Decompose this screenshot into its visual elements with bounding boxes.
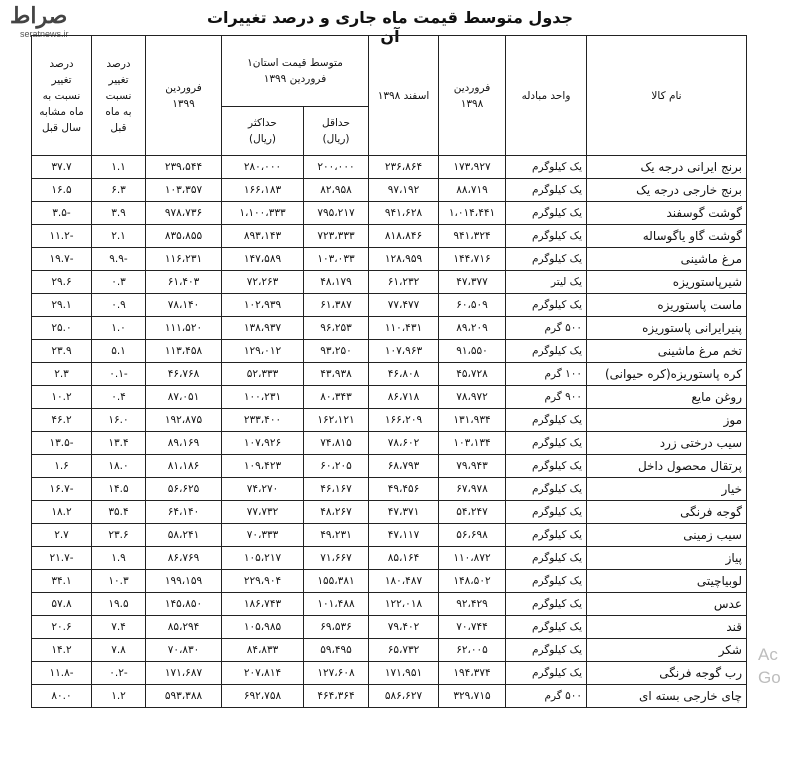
cell-change-month: ۱.۲ bbox=[92, 685, 146, 708]
cell-change-year: ۲.۷ bbox=[32, 524, 92, 547]
cell-farvardin-1398: ۴۵،۷۲۸ bbox=[439, 363, 506, 386]
table-row bbox=[32, 340, 747, 363]
cell-farvardin-1399: ۸۶،۷۶۹ bbox=[146, 547, 222, 570]
cell-unit: یک کیلوگرم bbox=[506, 432, 587, 455]
cell-esfand-1398: ۹۴۱،۶۲۸ bbox=[369, 202, 439, 225]
cell-farvardin-1399: ۱۱۱،۵۲۰ bbox=[146, 317, 222, 340]
table-row bbox=[32, 202, 747, 225]
cell-change-year: -۱۳.۵ bbox=[32, 432, 92, 455]
cell-max-price: ۱۴۷،۵۸۹ bbox=[222, 248, 304, 271]
table-row bbox=[32, 363, 747, 386]
cell-item-name: چای خارجی بسته ای bbox=[587, 685, 747, 708]
cell-item-name: برنج ایرانی درجه یک bbox=[587, 156, 747, 179]
cell-item-name: مرغ ماشینی bbox=[587, 248, 747, 271]
cell-farvardin-1399: ۵۸،۲۴۱ bbox=[146, 524, 222, 547]
cell-item-name: پرتقال محصول داخل bbox=[587, 455, 747, 478]
cell-farvardin-1399: ۲۳۹،۵۴۴ bbox=[146, 156, 222, 179]
cell-unit: یک کیلوگرم bbox=[506, 593, 587, 616]
cell-farvardin-1399: ۴۶،۷۶۸ bbox=[146, 363, 222, 386]
cell-max-price: ۱۰۰،۲۳۱ bbox=[222, 386, 304, 409]
cell-esfand-1398: ۷۸،۶۰۲ bbox=[369, 432, 439, 455]
cell-change-year: ۱۴.۲ bbox=[32, 639, 92, 662]
cell-change-month: ۱.۰ bbox=[92, 317, 146, 340]
table-row bbox=[32, 570, 747, 593]
cell-item-name: گوشت گاو یاگوساله bbox=[587, 225, 747, 248]
cell-change-year: ۲۰.۶ bbox=[32, 616, 92, 639]
header-farvardin-1398: فروردین ۱۳۹۸ bbox=[439, 36, 506, 156]
header-farvardin-1399: فروردین ۱۳۹۹ bbox=[146, 36, 222, 156]
cell-max-price: ۱۸۶،۷۴۳ bbox=[222, 593, 304, 616]
cell-farvardin-1398: ۷۰،۷۴۴ bbox=[439, 616, 506, 639]
header-item-name: نام کالا bbox=[587, 36, 747, 156]
cell-unit: یک کیلوگرم bbox=[506, 202, 587, 225]
cell-min-price: ۷۲۳،۳۳۳ bbox=[304, 225, 369, 248]
cell-max-price: ۱۰۷،۹۲۶ bbox=[222, 432, 304, 455]
cell-farvardin-1398: ۱۴۸،۵۰۲ bbox=[439, 570, 506, 593]
cell-unit: یک کیلوگرم bbox=[506, 179, 587, 202]
cell-change-year: ۱۸.۲ bbox=[32, 501, 92, 524]
cell-farvardin-1399: ۸۷،۰۵۱ bbox=[146, 386, 222, 409]
cell-min-price: ۹۶،۲۵۳ bbox=[304, 317, 369, 340]
table-row bbox=[32, 271, 747, 294]
cell-farvardin-1398: ۵۶،۶۹۸ bbox=[439, 524, 506, 547]
cell-farvardin-1398: ۳۲۹،۷۱۵ bbox=[439, 685, 506, 708]
cell-max-price: ۱۶۶،۱۸۳ bbox=[222, 179, 304, 202]
cell-change-month: ۶.۳ bbox=[92, 179, 146, 202]
cell-item-name: تخم مرغ ماشینی bbox=[587, 340, 747, 363]
cell-change-year: ۳۴.۱ bbox=[32, 570, 92, 593]
cell-esfand-1398: ۱۷۱،۹۵۱ bbox=[369, 662, 439, 685]
cell-farvardin-1398: ۴۷،۳۷۷ bbox=[439, 271, 506, 294]
cell-min-price: ۴۶،۱۶۷ bbox=[304, 478, 369, 501]
cell-min-price: ۲۰۰،۰۰۰ bbox=[304, 156, 369, 179]
cell-max-price: ۷۴،۲۷۰ bbox=[222, 478, 304, 501]
table-row bbox=[32, 616, 747, 639]
cell-min-price: ۶۹،۵۳۶ bbox=[304, 616, 369, 639]
cell-esfand-1398: ۵۸۶،۶۲۷ bbox=[369, 685, 439, 708]
cell-item-name: سیب درختی زرد bbox=[587, 432, 747, 455]
cell-max-price: ۶۹۲،۷۵۸ bbox=[222, 685, 304, 708]
table-row bbox=[32, 294, 747, 317]
cell-change-year: ۲۹.۶ bbox=[32, 271, 92, 294]
cell-unit: ۹۰۰ گرم bbox=[506, 386, 587, 409]
cell-farvardin-1399: ۹۷۸،۷۳۶ bbox=[146, 202, 222, 225]
table-row bbox=[32, 317, 747, 340]
cell-item-name: لوبیاچیتی bbox=[587, 570, 747, 593]
cell-unit: یک کیلوگرم bbox=[506, 248, 587, 271]
table-row bbox=[32, 685, 747, 708]
table-row bbox=[32, 478, 747, 501]
cell-min-price: ۱۰۱،۴۸۸ bbox=[304, 593, 369, 616]
cell-change-month: -۹.۹ bbox=[92, 248, 146, 271]
cell-item-name: رب گوجه فرنگی bbox=[587, 662, 747, 685]
cell-max-price: ۲۰۷،۸۱۴ bbox=[222, 662, 304, 685]
cell-farvardin-1398: ۱۷۳،۹۲۷ bbox=[439, 156, 506, 179]
cell-unit: ۱۰۰ گرم bbox=[506, 363, 587, 386]
cell-unit: یک کیلوگرم bbox=[506, 662, 587, 685]
cell-min-price: ۱۵۵،۳۸۱ bbox=[304, 570, 369, 593]
cell-farvardin-1398: ۶۷،۹۷۸ bbox=[439, 478, 506, 501]
header-min-price: حداقل (ریال) bbox=[304, 107, 369, 156]
cell-unit: یک کیلوگرم bbox=[506, 501, 587, 524]
cell-esfand-1398: ۸۶،۷۱۸ bbox=[369, 386, 439, 409]
cell-max-price: ۸۹۳،۱۴۳ bbox=[222, 225, 304, 248]
cell-item-name: کره پاستوریزه(کره حیوانی) bbox=[587, 363, 747, 386]
table-row bbox=[32, 662, 747, 685]
cell-change-month: ۱.۱ bbox=[92, 156, 146, 179]
cell-change-year: ۲۵.۰ bbox=[32, 317, 92, 340]
cell-farvardin-1398: ۸۸،۷۱۹ bbox=[439, 179, 506, 202]
cell-change-month: ۰.۹ bbox=[92, 294, 146, 317]
cell-esfand-1398: ۴۷،۳۷۱ bbox=[369, 501, 439, 524]
cell-item-name: قند bbox=[587, 616, 747, 639]
cell-min-price: ۷۱،۶۶۷ bbox=[304, 547, 369, 570]
activation-watermark: Ac Go bbox=[758, 645, 781, 687]
cell-change-month: ۱۰.۳ bbox=[92, 570, 146, 593]
cell-change-year: ۲۳.۹ bbox=[32, 340, 92, 363]
cell-esfand-1398: ۲۳۶،۸۶۴ bbox=[369, 156, 439, 179]
cell-esfand-1398: ۴۷،۱۱۷ bbox=[369, 524, 439, 547]
table-row bbox=[32, 225, 747, 248]
cell-min-price: ۶۱،۳۸۷ bbox=[304, 294, 369, 317]
cell-farvardin-1398: ۹۲،۴۲۹ bbox=[439, 593, 506, 616]
cell-farvardin-1398: ۶۲،۰۰۵ bbox=[439, 639, 506, 662]
cell-max-price: ۲۳۳،۴۰۰ bbox=[222, 409, 304, 432]
cell-max-price: ۷۲،۲۶۳ bbox=[222, 271, 304, 294]
cell-change-year: -۲۱.۷ bbox=[32, 547, 92, 570]
cell-change-month: ۲۳.۶ bbox=[92, 524, 146, 547]
cell-change-month: ۷.۸ bbox=[92, 639, 146, 662]
table-row bbox=[32, 455, 747, 478]
cell-max-price: ۱۰۲،۹۳۹ bbox=[222, 294, 304, 317]
cell-farvardin-1399: ۵۶،۶۲۵ bbox=[146, 478, 222, 501]
cell-change-month: ۲.۱ bbox=[92, 225, 146, 248]
cell-change-year: ۲.۳ bbox=[32, 363, 92, 386]
cell-min-price: ۵۹،۴۹۵ bbox=[304, 639, 369, 662]
cell-change-month: ۱۶.۰ bbox=[92, 409, 146, 432]
cell-item-name: پنیرایرانی پاستوریزه bbox=[587, 317, 747, 340]
cell-change-month: ۱.۹ bbox=[92, 547, 146, 570]
cell-unit: یک کیلوگرم bbox=[506, 570, 587, 593]
cell-min-price: ۱۲۷،۶۰۸ bbox=[304, 662, 369, 685]
cell-change-month: ۰.۴ bbox=[92, 386, 146, 409]
cell-esfand-1398: ۸۱۸،۸۴۶ bbox=[369, 225, 439, 248]
cell-farvardin-1398: ۶۰،۵۰۹ bbox=[439, 294, 506, 317]
cell-esfand-1398: ۷۷،۴۷۷ bbox=[369, 294, 439, 317]
cell-farvardin-1398: ۱۴۴،۷۱۶ bbox=[439, 248, 506, 271]
cell-farvardin-1399: ۵۹۳،۳۸۸ bbox=[146, 685, 222, 708]
table-body bbox=[32, 156, 747, 708]
cell-unit: یک کیلوگرم bbox=[506, 156, 587, 179]
cell-unit: یک کیلوگرم bbox=[506, 294, 587, 317]
cell-change-year: ۱۰.۲ bbox=[32, 386, 92, 409]
cell-max-price: ۱۳۸،۹۳۷ bbox=[222, 317, 304, 340]
table-row bbox=[32, 409, 747, 432]
cell-min-price: ۷۴،۸۱۵ bbox=[304, 432, 369, 455]
cell-farvardin-1399: ۸۵،۲۹۴ bbox=[146, 616, 222, 639]
table-row bbox=[32, 639, 747, 662]
cell-farvardin-1399: ۶۴،۱۴۰ bbox=[146, 501, 222, 524]
cell-change-year: ۲۹.۱ bbox=[32, 294, 92, 317]
cell-esfand-1398: ۴۹،۴۵۶ bbox=[369, 478, 439, 501]
cell-min-price: ۴۳،۹۳۸ bbox=[304, 363, 369, 386]
cell-esfand-1398: ۴۶،۸۰۸ bbox=[369, 363, 439, 386]
cell-change-month: ۰.۳ bbox=[92, 271, 146, 294]
cell-change-month: ۱۹.۵ bbox=[92, 593, 146, 616]
cell-farvardin-1398: ۱۱۰،۸۷۲ bbox=[439, 547, 506, 570]
cell-min-price: ۴۶۴،۳۶۴ bbox=[304, 685, 369, 708]
cell-unit: ۵۰۰ گرم bbox=[506, 317, 587, 340]
cell-change-month: ۱۴.۵ bbox=[92, 478, 146, 501]
cell-unit: یک کیلوگرم bbox=[506, 409, 587, 432]
cell-unit: یک کیلوگرم bbox=[506, 639, 587, 662]
cell-min-price: ۸۲،۹۵۸ bbox=[304, 179, 369, 202]
cell-max-price: ۷۰،۳۳۳ bbox=[222, 524, 304, 547]
cell-max-price: ۱،۱۰۰،۳۳۳ bbox=[222, 202, 304, 225]
cell-item-name: ماست پاستوریزه bbox=[587, 294, 747, 317]
cell-item-name: گوشت گوسفند bbox=[587, 202, 747, 225]
cell-change-year: ۸۰.۰ bbox=[32, 685, 92, 708]
logo-mark: صراط bbox=[10, 3, 68, 29]
cell-item-name: موز bbox=[587, 409, 747, 432]
cell-unit: یک کیلوگرم bbox=[506, 524, 587, 547]
cell-max-price: ۱۰۵،۲۱۷ bbox=[222, 547, 304, 570]
cell-farvardin-1399: ۸۳۵،۸۵۵ bbox=[146, 225, 222, 248]
table-row bbox=[32, 547, 747, 570]
cell-farvardin-1398: ۱۳۱،۹۳۴ bbox=[439, 409, 506, 432]
price-table bbox=[31, 35, 747, 708]
cell-farvardin-1398: ۹۱،۵۵۰ bbox=[439, 340, 506, 363]
table-title: جدول متوسط قیمت ماه جاری و درصد تغییرات آن bbox=[206, 8, 574, 46]
table-row bbox=[32, 501, 747, 524]
header-province-average: متوسط قیمت استان۱ فروردین ۱۳۹۹ bbox=[222, 36, 369, 107]
cell-unit: یک کیلوگرم bbox=[506, 340, 587, 363]
cell-max-price: ۱۲۹،۰۱۲ bbox=[222, 340, 304, 363]
cell-max-price: ۱۰۵،۹۸۵ bbox=[222, 616, 304, 639]
cell-min-price: ۶۰،۲۰۵ bbox=[304, 455, 369, 478]
cell-change-year: ۴۶.۲ bbox=[32, 409, 92, 432]
cell-esfand-1398: ۶۱،۲۳۲ bbox=[369, 271, 439, 294]
cell-item-name: سیب زمینی bbox=[587, 524, 747, 547]
cell-max-price: ۵۲،۳۳۳ bbox=[222, 363, 304, 386]
cell-change-year: -۱۱.۲ bbox=[32, 225, 92, 248]
cell-esfand-1398: ۱۱۰،۴۳۱ bbox=[369, 317, 439, 340]
cell-unit: یک کیلوگرم bbox=[506, 478, 587, 501]
cell-min-price: ۸۰،۳۴۳ bbox=[304, 386, 369, 409]
cell-unit: یک لیتر bbox=[506, 271, 587, 294]
cell-change-month: ۱۸.۰ bbox=[92, 455, 146, 478]
cell-item-name: برنج خارجی درجه یک bbox=[587, 179, 747, 202]
price-table-container bbox=[31, 35, 747, 708]
cell-esfand-1398: ۱۰۷،۹۶۳ bbox=[369, 340, 439, 363]
cell-farvardin-1398: ۷۹،۹۴۳ bbox=[439, 455, 506, 478]
cell-farvardin-1398: ۵۴،۲۴۷ bbox=[439, 501, 506, 524]
cell-farvardin-1399: ۸۱،۱۸۶ bbox=[146, 455, 222, 478]
cell-min-price: ۷۹۵،۲۱۷ bbox=[304, 202, 369, 225]
cell-farvardin-1399: ۸۹،۱۶۹ bbox=[146, 432, 222, 455]
cell-unit: یک کیلوگرم bbox=[506, 455, 587, 478]
cell-max-price: ۱۰۹،۴۲۳ bbox=[222, 455, 304, 478]
cell-item-name: شیرپاستوریزه bbox=[587, 271, 747, 294]
cell-esfand-1398: ۸۵،۱۶۴ bbox=[369, 547, 439, 570]
table-row bbox=[32, 432, 747, 455]
cell-esfand-1398: ۹۷،۱۹۲ bbox=[369, 179, 439, 202]
cell-esfand-1398: ۱۶۶،۲۰۹ bbox=[369, 409, 439, 432]
cell-esfand-1398: ۱۲۸،۹۵۹ bbox=[369, 248, 439, 271]
cell-change-year: -۱۱.۸ bbox=[32, 662, 92, 685]
cell-change-year: ۳۷.۷ bbox=[32, 156, 92, 179]
cell-change-year: -۱۶.۷ bbox=[32, 478, 92, 501]
cell-item-name: روغن مایع bbox=[587, 386, 747, 409]
cell-item-name: گوجه فرنگی bbox=[587, 501, 747, 524]
table-row bbox=[32, 179, 747, 202]
cell-min-price: ۴۹،۲۳۱ bbox=[304, 524, 369, 547]
cell-farvardin-1399: ۱۹۹،۱۵۹ bbox=[146, 570, 222, 593]
cell-change-month: -۰.۲ bbox=[92, 662, 146, 685]
cell-max-price: ۲۲۹،۹۰۴ bbox=[222, 570, 304, 593]
cell-change-month: ۳.۹ bbox=[92, 202, 146, 225]
cell-max-price: ۲۸۰،۰۰۰ bbox=[222, 156, 304, 179]
cell-item-name: شکر bbox=[587, 639, 747, 662]
cell-farvardin-1398: ۸۹،۲۰۹ bbox=[439, 317, 506, 340]
header-unit: واحد مبادله bbox=[506, 36, 587, 156]
cell-change-month: -۰.۱ bbox=[92, 363, 146, 386]
cell-change-month: ۵.۱ bbox=[92, 340, 146, 363]
cell-change-year: -۱۹.۷ bbox=[32, 248, 92, 271]
cell-farvardin-1399: ۷۰،۸۳۰ bbox=[146, 639, 222, 662]
cell-change-year: -۳.۵ bbox=[32, 202, 92, 225]
cell-esfand-1398: ۶۵،۷۳۲ bbox=[369, 639, 439, 662]
table-row bbox=[32, 524, 747, 547]
cell-max-price: ۷۷،۷۳۲ bbox=[222, 501, 304, 524]
cell-min-price: ۴۸،۲۶۷ bbox=[304, 501, 369, 524]
cell-max-price: ۸۴،۸۳۳ bbox=[222, 639, 304, 662]
cell-change-year: ۵۷.۸ bbox=[32, 593, 92, 616]
cell-farvardin-1398: ۱۹۴،۳۷۴ bbox=[439, 662, 506, 685]
cell-farvardin-1399: ۷۸،۱۴۰ bbox=[146, 294, 222, 317]
cell-farvardin-1398: ۷۸،۹۷۲ bbox=[439, 386, 506, 409]
table-row bbox=[32, 386, 747, 409]
cell-unit: یک کیلوگرم bbox=[506, 225, 587, 248]
cell-change-year: ۱.۶ bbox=[32, 455, 92, 478]
cell-item-name: پیاز bbox=[587, 547, 747, 570]
header-esfand-1398: اسفند ۱۳۹۸ bbox=[369, 36, 439, 156]
cell-change-month: ۳۵.۴ bbox=[92, 501, 146, 524]
cell-item-name: خیار bbox=[587, 478, 747, 501]
cell-farvardin-1398: ۹۴۱،۳۲۴ bbox=[439, 225, 506, 248]
table-row bbox=[32, 593, 747, 616]
cell-item-name: عدس bbox=[587, 593, 747, 616]
cell-unit: ۵۰۰ گرم bbox=[506, 685, 587, 708]
logo-url: seratnews.ir bbox=[20, 29, 69, 39]
cell-farvardin-1399: ۱۱۳،۴۵۸ bbox=[146, 340, 222, 363]
cell-min-price: ۱۶۲،۱۲۱ bbox=[304, 409, 369, 432]
cell-change-month: ۱۳.۴ bbox=[92, 432, 146, 455]
table-row bbox=[32, 248, 747, 271]
cell-esfand-1398: ۱۲۲،۰۱۸ bbox=[369, 593, 439, 616]
cell-esfand-1398: ۶۸،۷۹۳ bbox=[369, 455, 439, 478]
cell-farvardin-1399: ۱۰۳،۳۵۷ bbox=[146, 179, 222, 202]
cell-change-year: ۱۶.۵ bbox=[32, 179, 92, 202]
cell-min-price: ۹۳،۲۵۰ bbox=[304, 340, 369, 363]
cell-esfand-1398: ۷۹،۴۰۲ bbox=[369, 616, 439, 639]
header-change-vs-last-year: درصد تغییر نسبت به ماه مشابه سال قبل bbox=[32, 36, 92, 156]
cell-farvardin-1399: ۱۴۵،۸۵۰ bbox=[146, 593, 222, 616]
cell-farvardin-1399: ۱۱۶،۲۳۱ bbox=[146, 248, 222, 271]
cell-farvardin-1399: ۱۷۱،۶۸۷ bbox=[146, 662, 222, 685]
cell-change-month: ۷.۴ bbox=[92, 616, 146, 639]
cell-esfand-1398: ۱۸۰،۴۸۷ bbox=[369, 570, 439, 593]
cell-farvardin-1399: ۱۹۲،۸۷۵ bbox=[146, 409, 222, 432]
cell-farvardin-1399: ۶۱،۴۰۳ bbox=[146, 271, 222, 294]
cell-farvardin-1398: ۱،۰۱۴،۴۴۱ bbox=[439, 202, 506, 225]
cell-farvardin-1398: ۱۰۳،۱۳۴ bbox=[439, 432, 506, 455]
header-change-vs-last-month: درصد تغییر نسبت به ماه قبل bbox=[92, 36, 146, 156]
cell-unit: یک کیلوگرم bbox=[506, 616, 587, 639]
cell-unit: یک کیلوگرم bbox=[506, 547, 587, 570]
table-row bbox=[32, 156, 747, 179]
header-max-price: حداکثر (ریال) bbox=[222, 107, 304, 156]
cell-min-price: ۴۸،۱۷۹ bbox=[304, 271, 369, 294]
cell-min-price: ۱۰۳،۰۳۳ bbox=[304, 248, 369, 271]
